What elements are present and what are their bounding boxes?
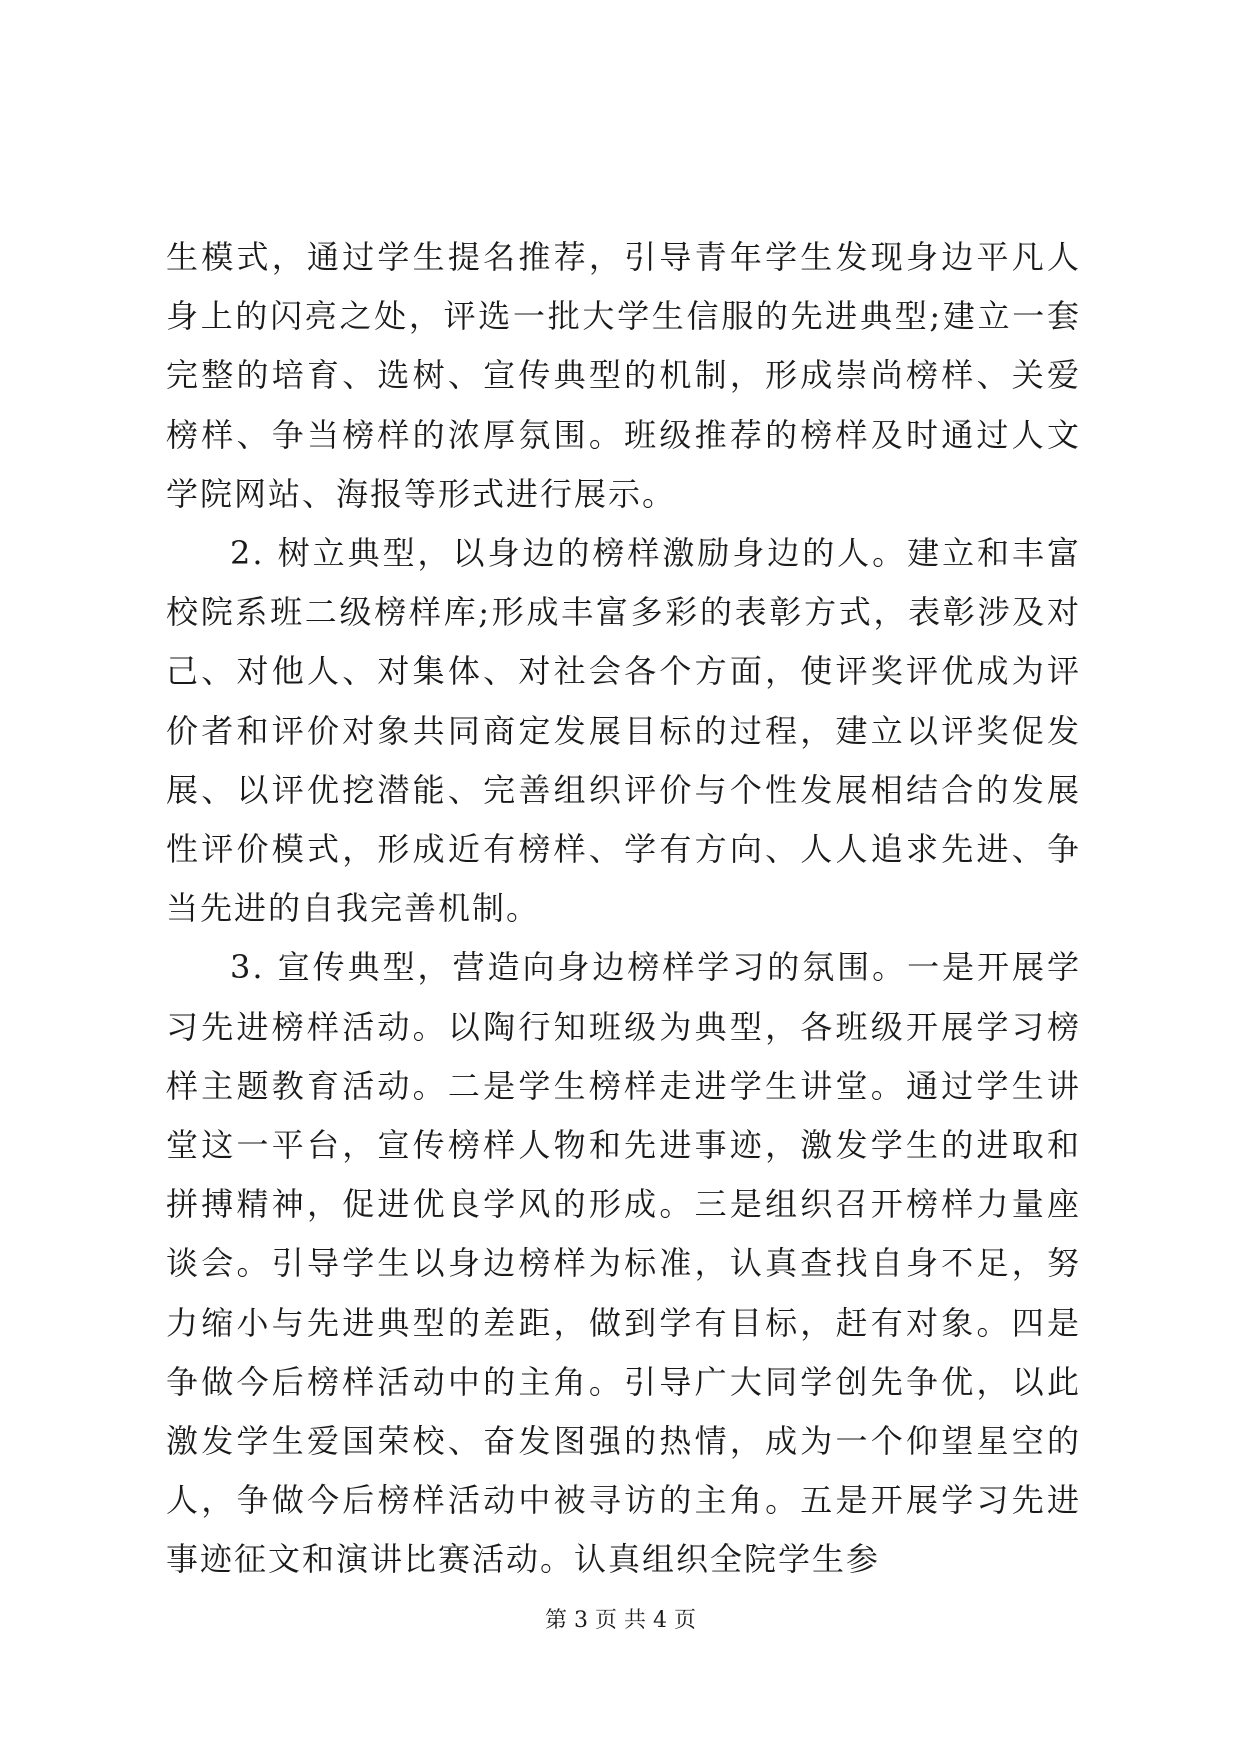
paragraph-continuation: 生模式，通过学生提名推荐，引导青年学生发现身边平凡人身上的闪亮之处，评选一批大学生信服的先进典型;建立一套完整的培育、选树、宣传典型的机制，形成崇尚榜样、关爱榜样、争当榜样的浓厚氛围。班级推荐的榜样及时通过人文学院网站、海报等形式进行展示。 [166,238,1081,513]
document-body [166,228,1081,1590]
page-number-footer: 第 3 页 共 4 页 [545,1608,696,1633]
paragraph-item-3: 3. 宣传典型，营造向身边榜样学习的氛围。一是开展学习先进榜样活动。以陶行知班级为典型，各班级开展学习榜样主题教育活动。二是学生榜样走进学生讲堂。通过学生讲堂这一平台，宣传榜样人物和先进事迹，激发学生的进取和拼搏精神，促进优良学风的形成。三是组织召开榜样力量座谈会。引导学生以身边榜样为标准，认真查找自身不足，努力缩小与先进典型的差距，做到学有目标，赶有对象。四是争做今后榜样活动中的主角。引导广大同学创先争优，以此激发学生爱国荣校、奋发图强的热情，成为一个仰望星空的人，争做今后榜样活动中被寻访的主角。五是开展学习先进事迹征文和演讲比赛活动。认真组织全院学生参 [166,948,1081,1579]
paragraph-item-2: 2. 树立典型，以身边的榜样激励身边的人。建立和丰富校院系班二级榜样库;形成丰富多彩的表彰方式，表彰涉及对己、对他人、对集体、对社会各个方面，使评奖评优成为评价者和评价对象共同商定发展目标的过程，建立以评奖促发展、以评优挖潜能、完善组织评价与个性发展相结合的发展性评价模式，形成近有榜样、学有方向、人人追求先进、争当先进的自我完善机制。 [166,534,1081,928]
